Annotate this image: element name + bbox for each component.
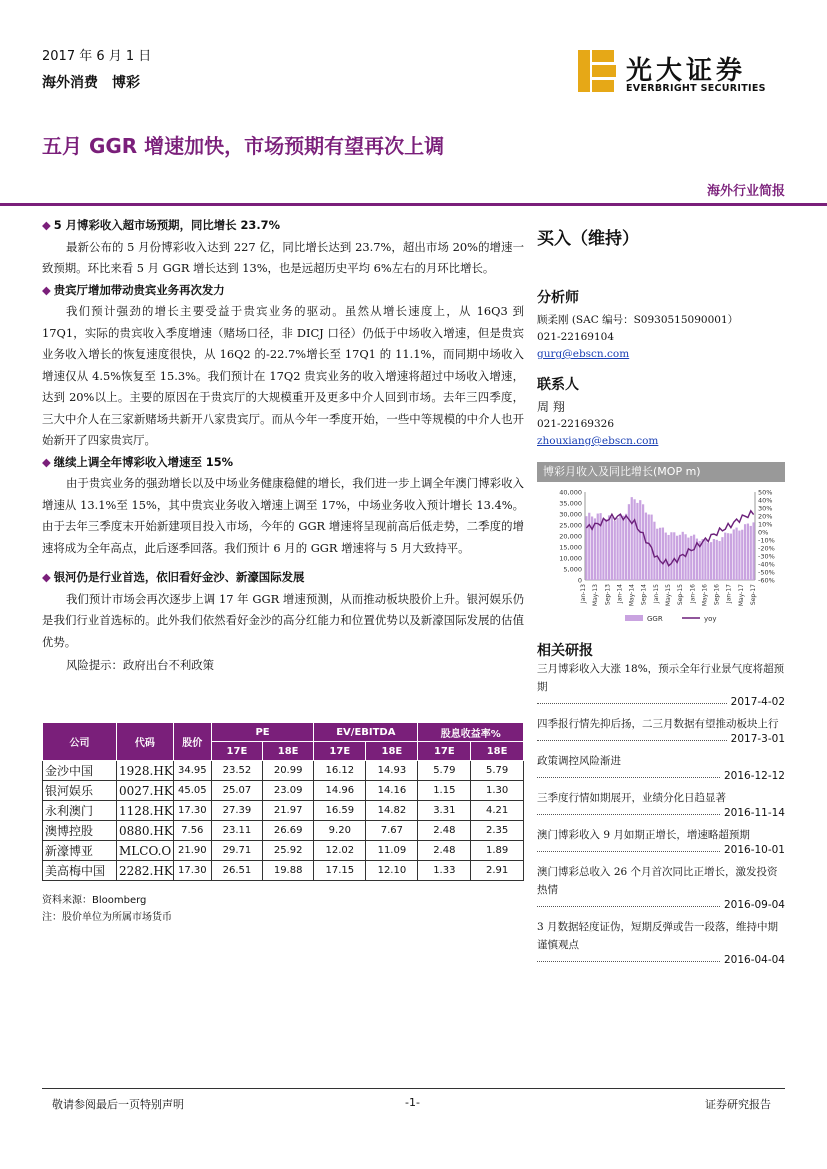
ggr-bar bbox=[693, 535, 695, 580]
table-row bbox=[43, 781, 524, 801]
ggr-bar bbox=[724, 533, 726, 580]
ggr-bar bbox=[662, 528, 664, 580]
th-17e: 17E bbox=[418, 742, 471, 761]
chart-title: 博彩月收入及同比增长(MOP m) bbox=[537, 462, 785, 482]
sector-secondary: 博彩 bbox=[112, 75, 140, 91]
cell-code: 1128.HK bbox=[117, 801, 174, 821]
table-row bbox=[43, 801, 524, 821]
cell-price: 45.05 bbox=[173, 781, 211, 801]
logo-text-cn: 光大证券 bbox=[626, 56, 747, 86]
ggr-bar bbox=[676, 536, 678, 580]
ggr-bar bbox=[710, 542, 712, 580]
leader-dots bbox=[537, 696, 727, 704]
ggr-bar bbox=[631, 497, 633, 580]
table-row bbox=[43, 841, 524, 861]
footer-doc-type: 证券研究报告 bbox=[705, 1098, 771, 1111]
x-tick-label: May-14 bbox=[628, 584, 636, 607]
th-17e: 17E bbox=[211, 742, 262, 761]
y2-tick-label: -60% bbox=[758, 576, 775, 585]
x-tick-label: Jan-14 bbox=[616, 584, 624, 604]
y2-tick-label: 10% bbox=[758, 520, 773, 529]
cell-dy17: 5.79 bbox=[418, 761, 471, 781]
section-heading bbox=[42, 280, 524, 302]
cell-dy17: 2.48 bbox=[418, 841, 471, 861]
ggr-bar bbox=[636, 503, 638, 580]
ggr-bar bbox=[707, 543, 709, 580]
analyst-email[interactable]: gurg@ebscn.com bbox=[537, 348, 630, 360]
cell-pe17: 25.07 bbox=[211, 781, 262, 801]
ggr-bar bbox=[721, 537, 723, 580]
ggr-bar bbox=[633, 499, 635, 580]
related-report-title[interactable]: 政策调控风险渐进 bbox=[537, 755, 621, 767]
ggr-bar bbox=[716, 540, 718, 580]
related-report-title[interactable]: 澳门博彩总收入 26 个月首次同比正增长，激发投资热情 bbox=[537, 866, 778, 896]
y2-tick-label: 50% bbox=[758, 488, 773, 497]
risk-warning: 风险提示：政府出台不利政策 bbox=[65, 658, 215, 672]
related-report-title[interactable]: 澳门博彩收入 9 月如期正增长，增速略超预期 bbox=[537, 829, 750, 841]
related-report-title[interactable]: 四季报行情先抑后扬，二三月数据有望推动板块上行 bbox=[537, 718, 779, 730]
ggr-bar bbox=[687, 538, 689, 580]
cell-pe17: 27.39 bbox=[211, 801, 262, 821]
x-tick-label: May-13 bbox=[592, 584, 600, 607]
diamond-icon: ◆ bbox=[42, 218, 51, 232]
cell-name: 美高梅中国 bbox=[43, 861, 117, 881]
diamond-icon: ◆ bbox=[42, 282, 51, 297]
ggr-bar bbox=[730, 534, 732, 580]
cell-pe17: 29.71 bbox=[211, 841, 262, 861]
y2-tick-label: -10% bbox=[758, 536, 775, 545]
analyst-tel: 021-22169104 bbox=[537, 331, 615, 343]
y2-tick-label: -50% bbox=[758, 568, 775, 577]
footer-disclaimer: 敬请参阅最后一页特别声明 bbox=[52, 1098, 184, 1111]
leader-dots bbox=[537, 954, 720, 962]
cell-code: 0027.HK bbox=[117, 781, 174, 801]
th-17e: 17E bbox=[314, 742, 366, 761]
chart-canvas bbox=[537, 482, 785, 624]
cell-ev18: 14.16 bbox=[366, 781, 418, 801]
cell-dy17: 1.33 bbox=[418, 861, 471, 881]
ggr-bar bbox=[727, 533, 729, 580]
ggr-bar bbox=[585, 516, 587, 580]
x-tick-label: May-16 bbox=[701, 584, 709, 607]
paragraph: 我们预计市场会再次逐步上调 17 年 GGR 增速预测，从而推动板块股价上升。银河娱乐仍是我们行业首选标的。此外我们依然看好金沙的高分红能力和位置优势以及新濠国际发展的估值优势。 bbox=[42, 591, 524, 649]
related-report-date-row bbox=[537, 807, 785, 819]
ggr-bar bbox=[735, 528, 737, 580]
rating: 买入（维持） bbox=[537, 229, 639, 249]
x-tick-label: Sep-16 bbox=[713, 584, 721, 606]
x-tick-label: Jan-15 bbox=[652, 584, 660, 604]
ggr-bar bbox=[667, 535, 669, 580]
legend-yoy-label: yoy bbox=[704, 615, 717, 623]
x-tick-label: Jan-13 bbox=[580, 584, 587, 604]
sector-labels bbox=[42, 72, 154, 92]
y-tick-label: 0 bbox=[577, 576, 582, 585]
section-heading bbox=[42, 567, 524, 589]
cell-dy18: 2.91 bbox=[471, 861, 524, 881]
cell-name: 金沙中国 bbox=[43, 761, 117, 781]
header-divider bbox=[0, 203, 827, 206]
cell-dy18: 1.89 bbox=[471, 841, 524, 861]
analyst-heading: 分析师 bbox=[537, 290, 579, 306]
cell-pe18: 26.69 bbox=[263, 821, 314, 841]
company-logo bbox=[578, 50, 778, 94]
ggr-bar bbox=[619, 514, 621, 580]
ggr-bar bbox=[588, 513, 590, 580]
report-type: 海外行业简报 bbox=[706, 184, 785, 199]
ggr-bar bbox=[747, 524, 749, 580]
related-report-date-row bbox=[537, 899, 785, 911]
cell-ev17: 16.59 bbox=[314, 801, 366, 821]
main-content bbox=[42, 215, 524, 677]
related-report-date-row bbox=[537, 696, 785, 708]
diamond-icon: ◆ bbox=[42, 570, 51, 584]
ggr-bar bbox=[659, 528, 661, 580]
leader-dots bbox=[537, 807, 720, 815]
ggr-bar bbox=[738, 531, 740, 580]
cell-dy18: 5.79 bbox=[471, 761, 524, 781]
ggr-bar bbox=[750, 526, 752, 580]
cell-dy17: 1.15 bbox=[418, 781, 471, 801]
sector-primary: 海外消费 bbox=[42, 75, 98, 91]
th-pe: PE bbox=[211, 723, 313, 742]
legend-ggr-swatch bbox=[625, 615, 643, 621]
related-report-date-row bbox=[537, 770, 785, 782]
y-tick-label: 5,000 bbox=[563, 565, 582, 574]
cell-code: 1928.HK bbox=[117, 761, 174, 781]
table-source: 资料来源：Bloomberg bbox=[42, 895, 147, 906]
y2-tick-label: -20% bbox=[758, 544, 775, 553]
x-tick-label: Sep-15 bbox=[677, 584, 685, 606]
ggr-bar bbox=[670, 532, 672, 580]
section-heading bbox=[42, 215, 524, 237]
ggr-bar bbox=[622, 516, 624, 580]
y-tick-label: 30,000 bbox=[559, 510, 582, 519]
cell-dy18: 4.21 bbox=[471, 801, 524, 821]
valuation-table bbox=[42, 722, 524, 881]
diamond-icon: ◆ bbox=[42, 454, 51, 469]
leader-dots bbox=[537, 899, 720, 907]
x-tick-label: Jan-16 bbox=[689, 584, 697, 604]
related-report-date: 2017-3-01 bbox=[730, 733, 785, 745]
related-heading: 相关研报 bbox=[537, 643, 593, 659]
x-tick-label: May-17 bbox=[737, 584, 745, 607]
ggr-bar bbox=[614, 521, 616, 580]
y-tick-label: 10,000 bbox=[559, 554, 582, 563]
y-tick-label: 15,000 bbox=[559, 543, 582, 552]
cell-code: 0880.HK bbox=[117, 821, 174, 841]
table-row bbox=[43, 861, 524, 881]
y2-tick-label: 0% bbox=[758, 528, 769, 537]
cell-pe17: 23.11 bbox=[211, 821, 262, 841]
heading-text: 银河仍是行业首选，依旧看好金沙、新濠国际发展 bbox=[53, 570, 305, 584]
ggr-bar bbox=[625, 514, 627, 580]
cell-price: 17.30 bbox=[173, 861, 211, 881]
cell-pe18: 19.88 bbox=[263, 861, 314, 881]
contact-block bbox=[537, 374, 785, 450]
heading-text: 继续上调全年博彩收入增速至 15% bbox=[53, 454, 234, 469]
ggr-bar bbox=[665, 533, 667, 580]
ggr-bar bbox=[628, 504, 630, 580]
th-company: 公司 bbox=[43, 723, 117, 761]
cell-dy18: 2.35 bbox=[471, 821, 524, 841]
ggr-bar bbox=[713, 539, 715, 580]
cell-ev17: 14.96 bbox=[314, 781, 366, 801]
cell-ev17: 17.15 bbox=[314, 861, 366, 881]
cell-name: 澳博控股 bbox=[43, 821, 117, 841]
table-row bbox=[43, 761, 524, 781]
related-report-date-row bbox=[537, 954, 785, 966]
th-18e: 18E bbox=[366, 742, 418, 761]
y-tick-label: 40,000 bbox=[559, 488, 582, 497]
related-report-date: 2016-10-01 bbox=[723, 844, 785, 856]
related-report-title[interactable]: 三月博彩收入大涨 18%，预示全年行业景气度将超预期 bbox=[537, 663, 785, 693]
ggr-bar bbox=[653, 522, 655, 580]
analyst-name: 顾柔刚 (SAC 编号：S0930515090001） bbox=[537, 314, 739, 326]
y2-tick-label: 30% bbox=[758, 504, 773, 513]
related-report-date: 2016-11-14 bbox=[723, 807, 785, 819]
th-ev: EV/EBITDA bbox=[314, 723, 418, 742]
y-tick-label: 35,000 bbox=[559, 499, 582, 508]
cell-ev18: 11.09 bbox=[366, 841, 418, 861]
cell-name: 银河娱乐 bbox=[43, 781, 117, 801]
cell-price: 17.30 bbox=[173, 801, 211, 821]
y2-tick-label: 20% bbox=[758, 512, 773, 521]
ggr-bar bbox=[602, 519, 604, 580]
contact-heading: 联系人 bbox=[537, 377, 579, 393]
ggr-bar bbox=[704, 540, 706, 580]
ggr-bar bbox=[741, 530, 743, 580]
th-price: 股价 bbox=[173, 723, 211, 761]
y2-tick-label: -30% bbox=[758, 552, 775, 561]
ggr-bar bbox=[682, 532, 684, 580]
cell-price: 7.56 bbox=[173, 821, 211, 841]
cell-ev18: 12.10 bbox=[366, 861, 418, 881]
related-report-date: 2017-4-02 bbox=[730, 696, 785, 708]
logo-text-en: EVERBRIGHT SECURITIES bbox=[626, 83, 766, 94]
cell-ev17: 12.02 bbox=[314, 841, 366, 861]
cell-ev18: 7.67 bbox=[366, 821, 418, 841]
ggr-bar bbox=[690, 536, 692, 580]
related-report-date: 2016-04-04 bbox=[723, 954, 785, 966]
ggr-bar bbox=[656, 529, 658, 580]
cell-price: 34.95 bbox=[173, 761, 211, 781]
cell-pe18: 25.92 bbox=[263, 841, 314, 861]
ggr-bar bbox=[673, 532, 675, 580]
ggr-bar bbox=[701, 539, 703, 580]
heading-text: 贵宾厅增加带动贵宾业务再次发力 bbox=[53, 282, 225, 297]
related-report-title[interactable]: 三季度行情如期展开，业绩分化日趋显著 bbox=[537, 792, 726, 804]
contact-email[interactable]: zhouxiang@ebscn.com bbox=[537, 435, 659, 447]
table-note: 注：股价单位为所属市场货币 bbox=[42, 912, 172, 923]
th-code: 代码 bbox=[117, 723, 174, 761]
leader-dots bbox=[537, 733, 727, 741]
x-tick-label: May-15 bbox=[665, 584, 672, 607]
report-date: 2017 年 6 月 1 日 bbox=[42, 49, 152, 64]
cell-name: 永利澳门 bbox=[43, 801, 117, 821]
paragraph: 我们预计强劲的增长主要受益于贵宾业务的驱动。虽然从增长速度上，从 16Q3 到 17Q1，实际的贵宾收入季度增速（赌场口径，非 DICJ 口径）仍低于中场收入增速，但是贵宾业务收入增长的恢复速度很快，从 16Q2 的-22.7%增长至 17Q1 的 11.1%，而同期中场收入增速仅从 4.5%恢复至 15.3%。我们预计在 17Q2 贵宾业务的收入增速将超过中场收入增速，达到 20%以上。主要的原因在于贵宾厅的大规模重开及更多中介人回到市场。去年三四季度，三大中介人在三家新赌场共新开八家贵宾厅。而从今年一季度开始，一些中等规模的中介人也开始新开了四家贵宾厅。 bbox=[42, 304, 524, 447]
cell-name: 新濠博亚 bbox=[43, 841, 117, 861]
th-18e: 18E bbox=[471, 742, 524, 761]
related-reports-list bbox=[537, 660, 785, 973]
cell-ev18: 14.93 bbox=[366, 761, 418, 781]
x-tick-label: Sep-14 bbox=[640, 584, 648, 606]
paragraph: 由于贵宾业务的强劲增长以及中场业务健康稳健的增长，我们进一步上调全年澳门博彩收入增速从 13.1%至 15%，其中贵宾业务收入增速上调至 17%，中场业务收入预计增长 13.4%。由于去年三季度末开始新建项目投入市场，今年的 GGR 增速将呈现前高后低走势，二季度的增速将成为全年高点，此后逐季回落。我们预计 6 月的 GGR 增速将与 5 月大致持平。 bbox=[42, 476, 524, 555]
cell-ev17: 16.12 bbox=[314, 761, 366, 781]
th-18e: 18E bbox=[263, 742, 314, 761]
cell-dy17: 3.31 bbox=[418, 801, 471, 821]
leader-dots bbox=[537, 770, 720, 778]
ggr-bar bbox=[611, 517, 613, 580]
ggr-bar bbox=[645, 513, 647, 580]
ggr-chart bbox=[537, 462, 785, 624]
ggr-bar bbox=[594, 518, 596, 580]
y2-tick-label: 40% bbox=[758, 496, 773, 505]
cell-price: 21.90 bbox=[173, 841, 211, 861]
leader-dots bbox=[537, 844, 720, 852]
cell-dy17: 2.48 bbox=[418, 821, 471, 841]
table-row bbox=[43, 821, 524, 841]
y-tick-label: 20,000 bbox=[559, 532, 582, 541]
contact-name: 周 翔 bbox=[537, 400, 565, 414]
y2-tick-label: -40% bbox=[758, 560, 775, 569]
page-number: -1- bbox=[405, 1096, 420, 1109]
ggr-bar bbox=[608, 515, 610, 580]
ggr-bar bbox=[605, 519, 607, 580]
related-report-date: 2016-12-12 bbox=[723, 770, 785, 782]
y-tick-label: 25,000 bbox=[559, 521, 582, 530]
ggr-bar bbox=[642, 504, 644, 580]
paragraph: 最新公布的 5 月份博彩收入达到 227 亿，同比增长达到 23.7%，超出市场 20%的增速一致预期。环比来看 5 月 GGR 增长达到 13%，也是远超历史平均 6%左右的月环比增长。 bbox=[42, 239, 524, 275]
page-title: 五月 GGR 增速加快，市场预期有望再次上调 bbox=[42, 134, 445, 158]
cell-ev18: 14.82 bbox=[366, 801, 418, 821]
ggr-bar bbox=[733, 529, 735, 580]
related-report-date: 2016-09-04 bbox=[723, 899, 785, 911]
footer-divider bbox=[42, 1088, 785, 1089]
x-tick-label: Jan-17 bbox=[725, 584, 733, 604]
cell-code: MLCO.O bbox=[117, 841, 174, 861]
related-report-date-row bbox=[537, 733, 785, 745]
x-tick-label: Sep-17 bbox=[750, 584, 757, 606]
cell-ev17: 9.20 bbox=[314, 821, 366, 841]
ggr-bar bbox=[752, 522, 754, 580]
ggr-bar bbox=[639, 500, 641, 580]
cell-pe18: 23.09 bbox=[263, 781, 314, 801]
ggr-bar bbox=[744, 524, 746, 580]
cell-pe17: 23.52 bbox=[211, 761, 262, 781]
section-heading bbox=[42, 452, 524, 474]
ggr-bar bbox=[718, 541, 720, 580]
cell-dy18: 1.30 bbox=[471, 781, 524, 801]
ggr-bar bbox=[616, 518, 618, 580]
ggr-bar bbox=[648, 514, 650, 580]
cell-pe18: 21.97 bbox=[263, 801, 314, 821]
cell-pe17: 26.51 bbox=[211, 861, 262, 881]
x-tick-label: Sep-13 bbox=[604, 584, 612, 606]
cell-code: 2282.HK bbox=[117, 861, 174, 881]
related-report-title[interactable]: 3 月数据轻度证伪，短期反弹或告一段落，维持中期谨慎观点 bbox=[537, 921, 779, 951]
related-report-date-row bbox=[537, 844, 785, 856]
legend-ggr-label: GGR bbox=[647, 615, 663, 623]
cell-pe18: 20.99 bbox=[263, 761, 314, 781]
contact-tel: 021-22169326 bbox=[537, 418, 615, 430]
th-yield: 股息收益率% bbox=[418, 723, 524, 742]
analyst-block bbox=[537, 287, 785, 363]
logo-mark-icon bbox=[578, 50, 616, 92]
heading-text: 5 月博彩收入超市场预期，同比增长 23.7% bbox=[53, 218, 280, 232]
